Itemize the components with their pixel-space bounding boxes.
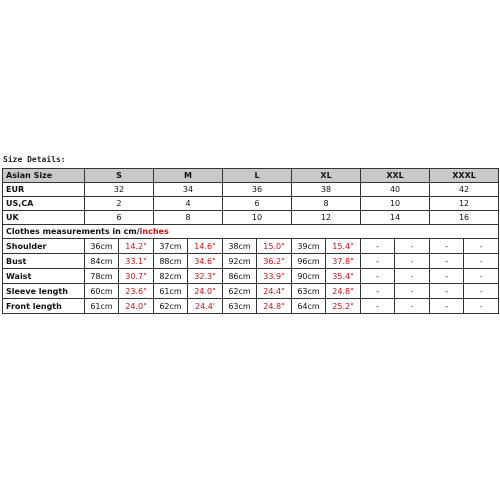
measurement-label: Shoulder [3, 239, 85, 254]
measurement-cm-value: 92cm [223, 254, 257, 269]
measurements-section-title [3, 225, 499, 239]
measurement-inch-value: - [464, 269, 499, 284]
conversion-value: 2 [85, 197, 154, 211]
measurement-cm-value: - [361, 269, 395, 284]
measurement-inch-value: 37.8" [326, 254, 361, 269]
size-header-s: S [85, 169, 154, 183]
measurement-inch-value: - [464, 284, 499, 299]
conversion-value: 38 [292, 183, 361, 197]
measurement-inch-value: 30.7" [119, 269, 154, 284]
measurement-inch-value: - [395, 239, 430, 254]
measurement-inch-value: 33.9" [257, 269, 292, 284]
conversion-value: 12 [292, 211, 361, 225]
measurement-row [3, 299, 499, 314]
measurement-cm-value: 86cm [223, 269, 257, 284]
measurement-cm-value: 82cm [154, 269, 188, 284]
measurement-cm-value: 62cm [154, 299, 188, 314]
measurement-label: Front length [3, 299, 85, 314]
conversion-value: 32 [85, 183, 154, 197]
measurement-cm-value: 37cm [154, 239, 188, 254]
measurement-row [3, 239, 499, 254]
measurement-cm-value: 88cm [154, 254, 188, 269]
conversion-row [3, 183, 499, 197]
measurement-cm-value: - [361, 239, 395, 254]
size-header-xxxl: XXXL [430, 169, 499, 183]
measurement-cm-value: 39cm [292, 239, 326, 254]
conversion-value: 14 [361, 211, 430, 225]
header-row [3, 169, 499, 183]
measurement-inch-value: 14.6" [188, 239, 223, 254]
measurement-cm-value: 90cm [292, 269, 326, 284]
measurement-row [3, 284, 499, 299]
measurements-section-row [3, 225, 499, 239]
measurement-inch-value: 25.2" [326, 299, 361, 314]
measurement-inch-value: 24.0" [119, 299, 154, 314]
conversion-value: 6 [223, 197, 292, 211]
measurement-inch-value: 24.0" [188, 284, 223, 299]
conversion-row [3, 211, 499, 225]
measurement-cm-value: - [361, 254, 395, 269]
measurement-cm-value: 38cm [223, 239, 257, 254]
header-label: Asian Size [3, 169, 85, 183]
measurement-inch-value: - [395, 269, 430, 284]
measurement-row [3, 254, 499, 269]
measurement-inch-value: 32.3" [188, 269, 223, 284]
measurement-cm-value: - [430, 299, 464, 314]
conversion-value: 10 [223, 211, 292, 225]
measurement-cm-value: 62cm [223, 284, 257, 299]
measurement-label: Waist [3, 269, 85, 284]
measurement-inch-value: 24.8" [257, 299, 292, 314]
measurement-inch-value: 33.1" [119, 254, 154, 269]
conversion-label: EUR [3, 183, 85, 197]
measurement-label: Bust [3, 254, 85, 269]
conversion-value: 6 [85, 211, 154, 225]
conversion-value: 8 [292, 197, 361, 211]
conversion-value: 12 [430, 197, 499, 211]
conversion-label: UK [3, 211, 85, 225]
measurement-inch-value: 24.4" [257, 284, 292, 299]
size-details-caption: Size Details: [3, 155, 66, 164]
measurement-row [3, 269, 499, 284]
measurement-inch-value: 35.4" [326, 269, 361, 284]
size-chart-table [2, 168, 499, 314]
measurement-inch-value: - [464, 299, 499, 314]
measurement-cm-value: - [430, 239, 464, 254]
measurement-inch-value: 24.4' [188, 299, 223, 314]
measurement-cm-value: 63cm [223, 299, 257, 314]
conversion-value: 40 [361, 183, 430, 197]
measurement-label: Sleeve length [3, 284, 85, 299]
measurement-inch-value: - [395, 254, 430, 269]
measurement-cm-value: 61cm [154, 284, 188, 299]
section-highlight: inches [139, 227, 169, 236]
conversion-value: 8 [154, 211, 223, 225]
measurement-inch-value: - [395, 284, 430, 299]
conversion-label: US,CA [3, 197, 85, 211]
conversion-value: 16 [430, 211, 499, 225]
measurement-inch-value: 24.8" [326, 284, 361, 299]
measurement-inch-value: 15.4" [326, 239, 361, 254]
size-header-xl: XL [292, 169, 361, 183]
measurement-cm-value: 60cm [85, 284, 119, 299]
conversion-value: 36 [223, 183, 292, 197]
size-header-m: M [154, 169, 223, 183]
measurement-inch-value: 23.6" [119, 284, 154, 299]
measurement-cm-value: - [430, 284, 464, 299]
measurement-cm-value: 96cm [292, 254, 326, 269]
conversion-value: 42 [430, 183, 499, 197]
measurement-inch-value: - [464, 254, 499, 269]
measurement-cm-value: - [361, 284, 395, 299]
size-header-l: L [223, 169, 292, 183]
measurement-inch-value: 14.2" [119, 239, 154, 254]
conversion-value: 10 [361, 197, 430, 211]
conversion-value: 4 [154, 197, 223, 211]
section-prefix: Clothes measurements in cm/ [6, 227, 140, 236]
conversion-value: 34 [154, 183, 223, 197]
measurement-inch-value: 34.6" [188, 254, 223, 269]
measurement-cm-value: 36cm [85, 239, 119, 254]
measurement-cm-value: 63cm [292, 284, 326, 299]
measurement-cm-value: 64cm [292, 299, 326, 314]
measurement-inch-value: 15.0" [257, 239, 292, 254]
measurement-cm-value: 78cm [85, 269, 119, 284]
conversion-row [3, 197, 499, 211]
size-header-xxl: XXL [361, 169, 430, 183]
measurement-cm-value: - [361, 299, 395, 314]
measurement-inch-value: 36.2" [257, 254, 292, 269]
measurement-inch-value: - [464, 239, 499, 254]
measurement-cm-value: 61cm [85, 299, 119, 314]
measurement-cm-value: - [430, 269, 464, 284]
measurement-inch-value: - [395, 299, 430, 314]
measurement-cm-value: 84cm [85, 254, 119, 269]
measurement-cm-value: - [430, 254, 464, 269]
